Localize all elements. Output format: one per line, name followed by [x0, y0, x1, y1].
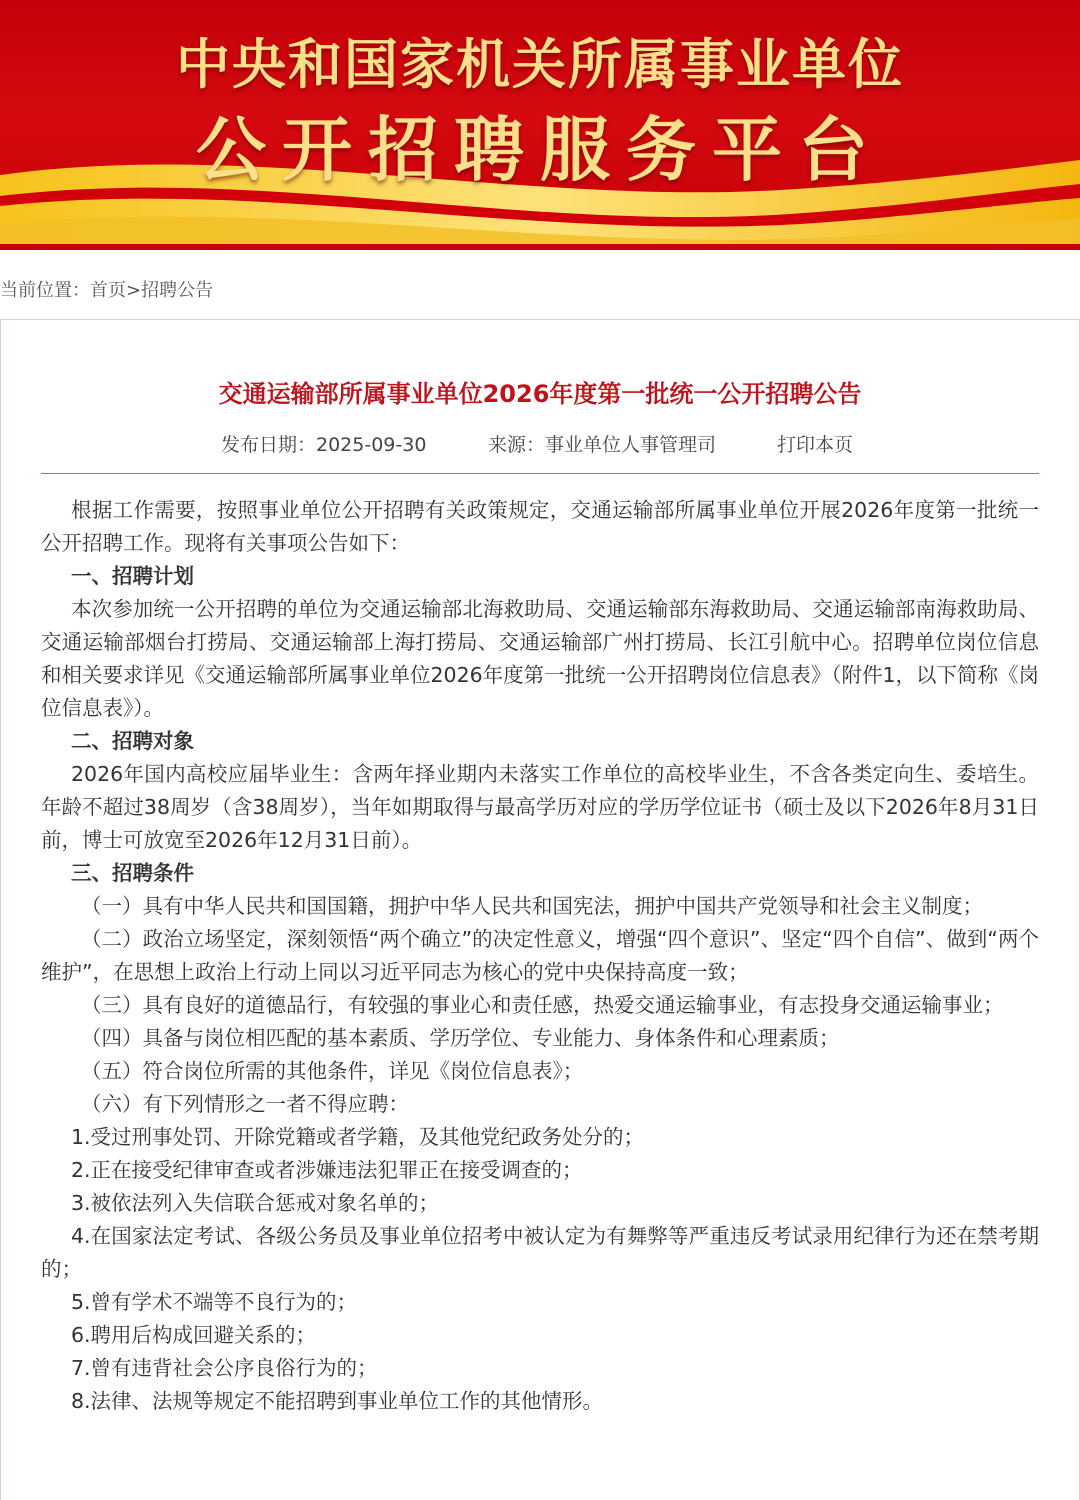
exclusion-item: 5.曾有学术不端等不良行为的； — [71, 1290, 358, 1314]
plan-paragraph: 本次参加统一公开招聘的单位为交通运输部北海救助局、交通运输部东海救助局、交通运输部南海救助局、交通运输部烟台打捞局、交通运输部上海打捞局、交通运输部广州打捞局、长江引航中心。招聘单位岗位信息和相关要求详见《交通运输部所属事业单位2026年度第一批统一公开招聘岗位信息表》（附件1，以下简称《岗位信息表》）。 — [41, 597, 1039, 720]
exclusion-item: 6.聘用后构成回避关系的； — [71, 1323, 317, 1347]
section-heading-conditions: 三、招聘条件 — [71, 861, 194, 885]
article-source: 来源：事业单位人事管理司 — [488, 434, 717, 456]
condition-item: （五）符合岗位所需的其他条件，详见《岗位信息表》； — [81, 1059, 584, 1083]
condition-item: （六）有下列情形之一者不得应聘： — [81, 1092, 409, 1116]
exclusion-item: 4.在国家法定考试、各级公务员及事业单位招考中被认定为有舞弊等严重违反考试录用纪律行为还在禁考期的； — [41, 1224, 1039, 1281]
article-title: 交通运输部所属事业单位2026年度第一批统一公开招聘公告 — [218, 380, 862, 408]
section-heading-target: 二、招聘对象 — [71, 729, 194, 753]
condition-item: （一）具有中华人民共和国国籍，拥护中华人民共和国宪法，拥护中国共产党领导和社会主义制度； — [81, 894, 983, 918]
condition-item: （四）具备与岗位相匹配的基本素质、学历学位、专业能力、身体条件和心理素质； — [81, 1026, 840, 1050]
title-divider — [41, 473, 1039, 474]
article-panel — [0, 319, 1080, 1500]
breadcrumb[interactable]: 当前位置：首页>招聘公告 — [0, 280, 214, 301]
exclusion-item: 7.曾有违背社会公序良俗行为的； — [71, 1356, 378, 1380]
header-banner — [0, 0, 1080, 250]
condition-item: （三）具有良好的道德品行，有较强的事业心和责任感，热爱交通运输事业，有志投身交通运输事业； — [81, 993, 1004, 1017]
article-body — [41, 494, 1039, 1418]
publish-date: 发布日期：2025-09-30 — [221, 434, 427, 456]
print-link[interactable]: 打印本页 — [777, 434, 854, 456]
exclusion-item: 2.正在接受纪律审查或者涉嫌违法犯罪正在接受调查的； — [71, 1158, 583, 1182]
target-paragraph: 2026年国内高校应届毕业生：含两年择业期内未落实工作单位的高校毕业生，不含各类定向生、委培生。年龄不超过38周岁（含38周岁），当年如期取得与最高学历对应的学历学位证书（硕士及以下2026年8月31日前，博士可放宽至2026年12月31日前）。 — [41, 762, 1039, 852]
condition-item: （二）政治立场坚定，深刻领悟“两个确立”的决定性意义，增强“四个意识”、坚定“四个自信”、做到“两个维护”，在思想上政治上行动上同以习近平同志为核心的党中央保持高度一致； — [41, 927, 1039, 984]
banner-title-line2: 公开招聘服务平台 — [196, 109, 884, 191]
intro-paragraph: 根据工作需要，按照事业单位公开招聘有关政策规定，交通运输部所属事业单位开展2026年度第一批统一公开招聘工作。现将有关事项公告如下： — [41, 498, 1039, 555]
exclusion-item: 3.被依法列入失信联合惩戒对象名单的； — [71, 1191, 440, 1215]
exclusion-item: 1.受过刑事处罚、开除党籍或者学籍，及其他党纪政务处分的； — [71, 1125, 645, 1149]
exclusion-item: 8.法律、法规等规定不能招聘到事业单位工作的其他情形。 — [71, 1389, 604, 1413]
section-heading-plan: 一、招聘计划 — [71, 564, 194, 588]
banner-title-line1: 中央和国家机关所属事业单位 — [176, 33, 904, 96]
